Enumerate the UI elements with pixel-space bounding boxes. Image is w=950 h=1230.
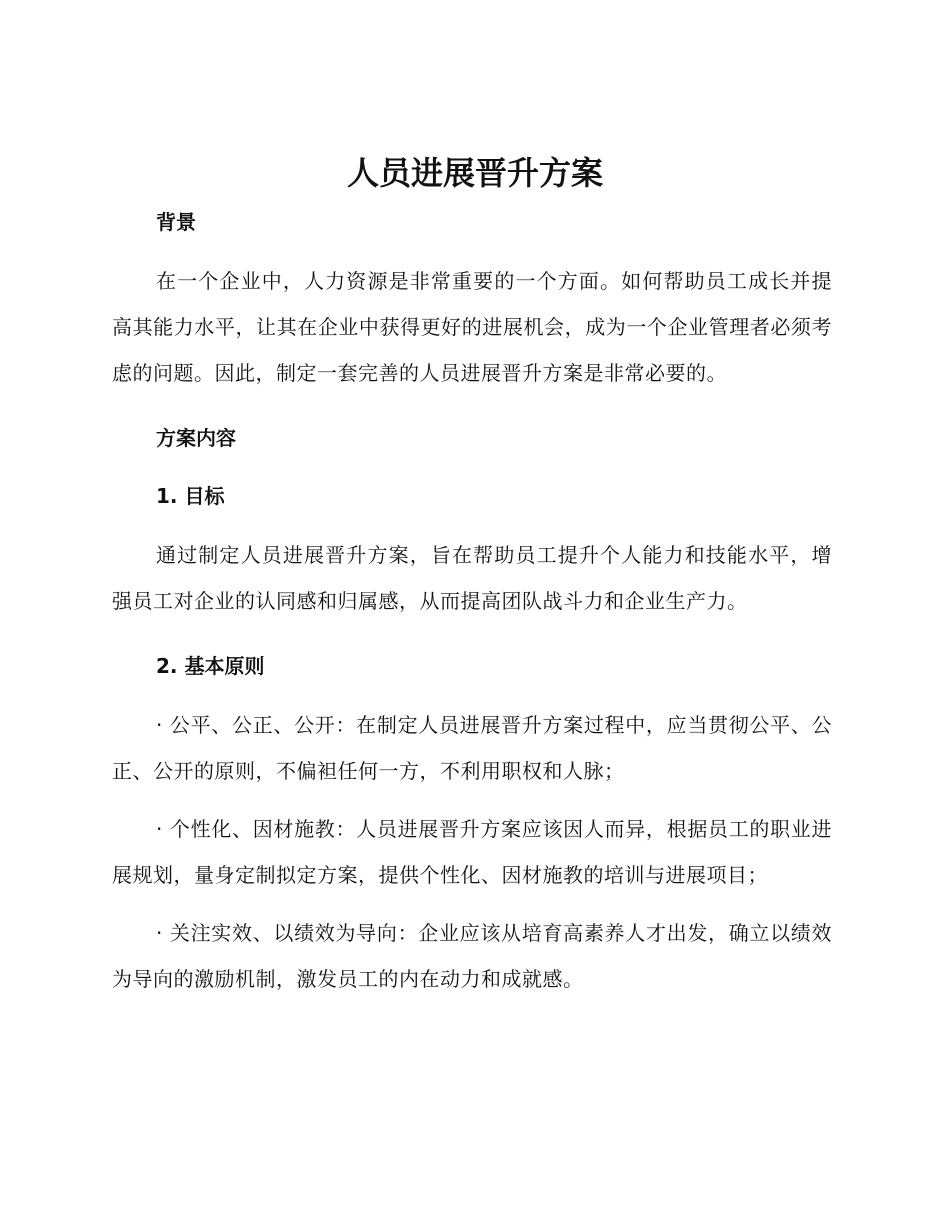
subsection-heading-principles: 2. 基本原则 <box>156 654 265 678</box>
bullet-paragraph: · 个性化、因材施教：人员进展晋升方案应该因人而异，根据员工的职业进展规划，量身定制拟定方案，提供个性化、因材施教的培训与进展项目； <box>112 817 832 887</box>
document-body <box>112 205 832 1002</box>
bullet-paragraph: · 关注实效、以绩效为导向：企业应该从培育高素养人才出发，确立以绩效为导向的激励机制，激发员工的内在动力和成就感。 <box>112 921 832 991</box>
bullet-paragraph: · 公平、公正、公开：在制定人员进展晋升方案过程中，应当贯彻公平、公正、公开的原则，不偏袒任何一方，不利用职权和人脉； <box>112 713 832 783</box>
section-heading-background: 背景 <box>156 210 196 234</box>
section-heading-plan: 方案内容 <box>156 426 236 450</box>
paragraph-goal: 通过制定人员进展晋升方案，旨在帮助员工提升个人能力和技能水平，增强员工对企业的认同感和归属感，从而提高团队战斗力和企业生产力。 <box>112 543 832 613</box>
document-title: 人员进展晋升方案 <box>346 154 603 192</box>
paragraph-background: 在一个企业中，人力资源是非常重要的一个方面。如何帮助员工成长并提高其能力水平，让其在企业中获得更好的进展机会，成为一个企业管理者必须考虑的问题。因此，制定一套完善的人员进展晋升方案是非常必要的。 <box>112 269 832 385</box>
subsection-heading-goal: 1. 目标 <box>156 484 225 508</box>
